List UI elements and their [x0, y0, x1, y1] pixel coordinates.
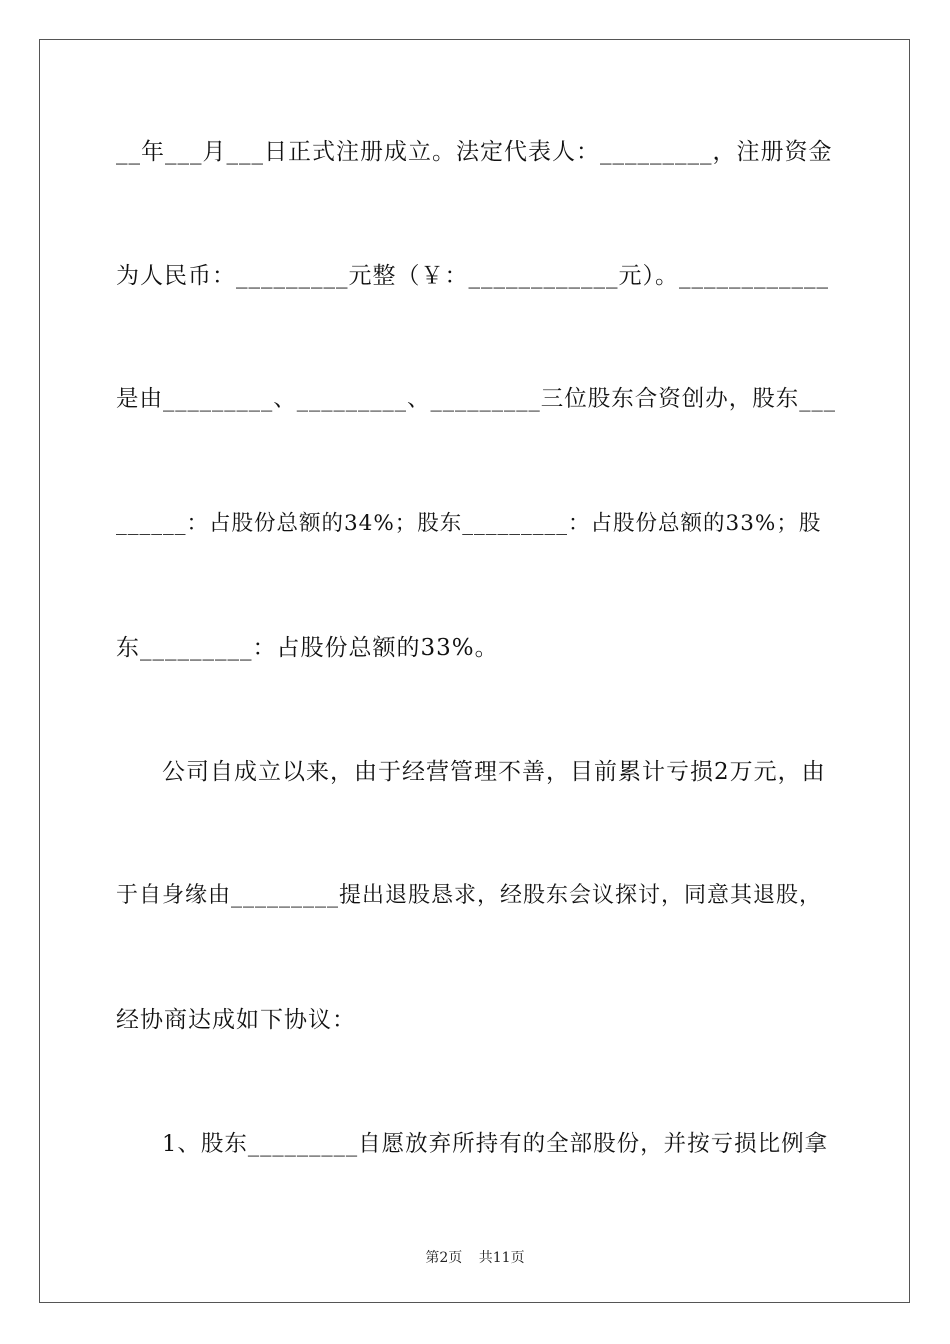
- page-footer: [0, 1249, 950, 1267]
- paragraph-line-2: 为人民币：_________元整（￥：____________元）。____________: [116, 263, 829, 289]
- paragraph-line-5: 东_________：占股份总额的33%。: [116, 635, 499, 661]
- paragraph-line-8: 经协商达成如下协议：: [116, 1007, 356, 1033]
- paragraph-line-9: 1、股东_________自愿放弃所持有的全部股份，并按亏损比例拿: [162, 1131, 829, 1157]
- paragraph-line-4: ______：占股份总额的34%；股东_________：占股份总额的33%；股: [116, 511, 822, 536]
- paragraph-line-3: 是由_________、_________、_________三位股东合资创办，股东___: [116, 386, 837, 412]
- paragraph-line-6: 公司自成立以来，由于经营管理不善，目前累计亏损2万元，由: [162, 759, 826, 785]
- page-border: [39, 39, 910, 1303]
- page-number: 第2页: [425, 1250, 463, 1266]
- page-total: 共11页: [478, 1250, 525, 1266]
- paragraph-line-7: 于自身缘由_________提出退股恳求，经股东会议探讨，同意其退股，: [116, 883, 823, 908]
- paragraph-line-1: __年___月___日正式注册成立。法定代表人：_________，注册资金: [116, 139, 833, 165]
